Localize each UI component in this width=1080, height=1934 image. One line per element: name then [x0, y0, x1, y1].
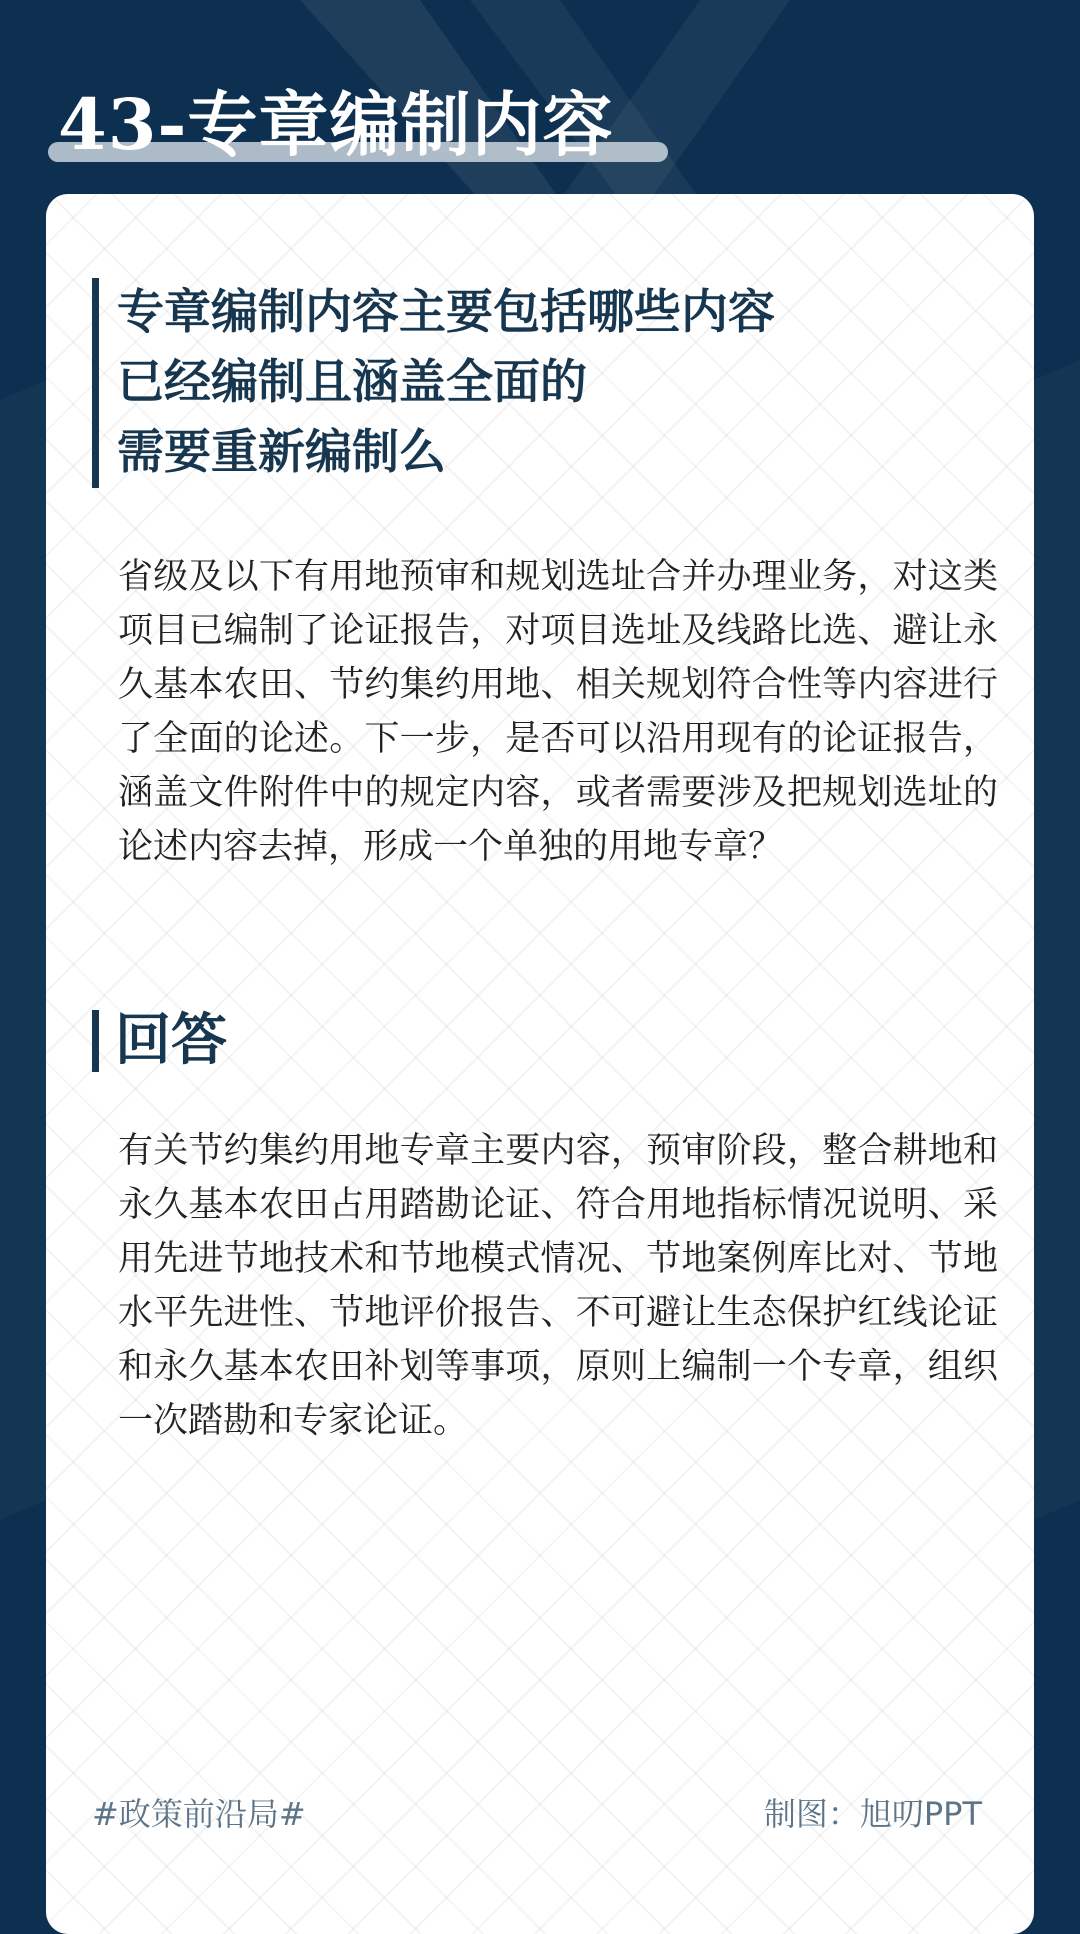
page-title-area [58, 80, 613, 170]
question-body: 省级及以下有用地预审和规划选址合并办理业务，对这类项目已编制了论证报告，对项目选址及线路比选、避让永久基本农田、节约集约用地、相关规划符合性等内容进行了全面的论述。下一步，是否可以沿用现有的论证报告，涵盖文件附件中的规定内容，或者需要涉及把规划选址的论述内容去掉，形成一个单独的用地专章？ [118, 557, 998, 867]
question-line: 需要重新编制么 [117, 425, 446, 480]
answer-heading: 回答 [92, 1010, 227, 1072]
page-title: 43-专章编制内容 [58, 83, 614, 166]
content-card [46, 194, 1034, 1934]
credit-text: 制图：旭叨PPT [763, 1795, 982, 1833]
hashtag: #政策前沿局# [92, 1795, 306, 1833]
answer-body: 有关节约集约用地专章主要内容，预审阶段，整合耕地和永久基本农田占用踏勘论证、符合用地指标情况说明、采用先进节地技术和节地模式情况、节地案例库比对、节地水平先进性、节地评价报告、不可避让生态保护红线论证和永久基本农田补划等事项，原则上编制一个专章，组织一次踏勘和专家论证。 [118, 1131, 998, 1441]
question-line: 已经编制且涵盖全面的 [117, 355, 587, 410]
question-heading [92, 278, 775, 488]
question-line: 专章编制内容主要包括哪些内容 [117, 285, 775, 340]
